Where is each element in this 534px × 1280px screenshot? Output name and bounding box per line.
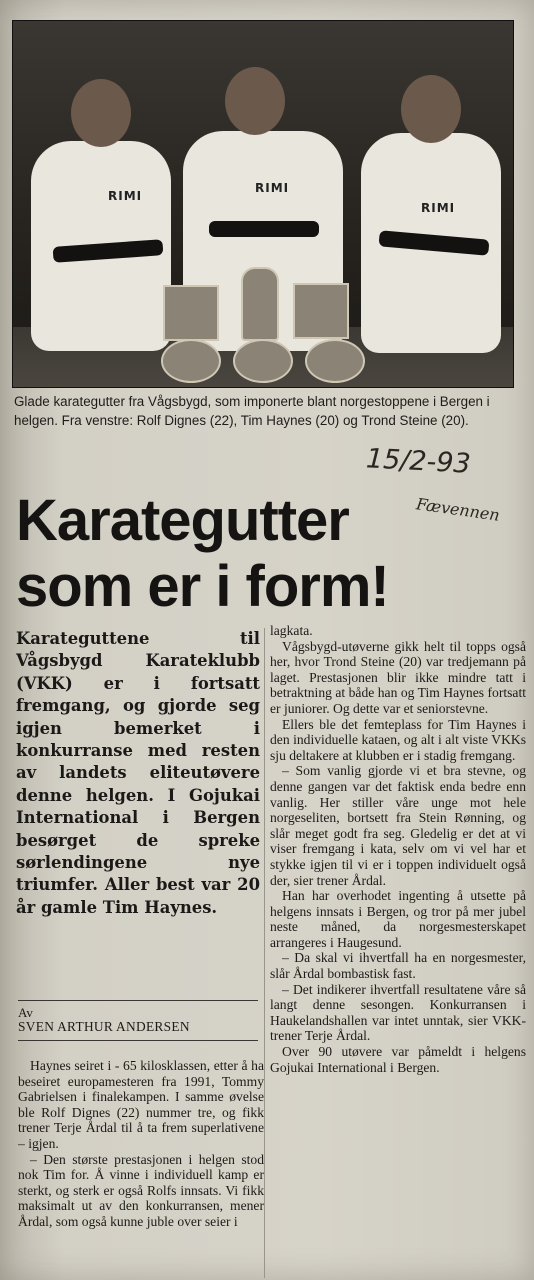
karate-team-photo bbox=[12, 20, 514, 388]
headline-line-1: Karategutter bbox=[16, 488, 349, 553]
article-body-left bbox=[18, 1058, 264, 1230]
gi-badge-right: RIMI bbox=[421, 201, 456, 215]
body-paragraph: Vågsbygd-utøverne gikk helt til topps også her, hvor Trond Steine (20) var tredjemann på laget. Prestasjonen blir ikke mindre tatt i betraktning at både han og Tim Haynes fortsatt er juniorer. Og dette var et seniorstevne. bbox=[270, 638, 526, 716]
karateka-right-head bbox=[401, 75, 461, 143]
handwritten-date: 15/2-93 bbox=[365, 443, 472, 480]
article-headline bbox=[16, 488, 456, 620]
byline-rule-bottom bbox=[18, 1040, 258, 1041]
byline-author: SVEN ARTHUR ANDERSEN bbox=[18, 1019, 190, 1034]
body-paragraph: – Den største prestasjonen i helgen stod nok Tim for. Å vinne i individuell kamp er sterkt, og sterk er også Rolfs innsats. Vi fikk maksimalt ut av den konkurransen, mener Årdal, som også kunne juble over seier i bbox=[18, 1151, 264, 1229]
byline-prefix: Av bbox=[18, 1005, 33, 1020]
trophy-medal-left bbox=[161, 339, 221, 383]
gi-badge-middle: RIMI bbox=[255, 181, 290, 195]
body-paragraph: lagkata. bbox=[270, 623, 313, 638]
article-body-right bbox=[270, 623, 526, 1075]
byline-rule-top bbox=[18, 1000, 258, 1001]
karateka-middle-belt bbox=[209, 221, 319, 237]
body-paragraph: Ellers ble det femteplass for Tim Haynes i den individuelle kataen, og alt i alt viste VKKs sju deltakere at klubben er i stadig fremgang. bbox=[270, 716, 526, 763]
handwritten-source: Fævennen bbox=[415, 494, 501, 525]
trophy-medal-right bbox=[305, 339, 365, 383]
photo-caption: Glade karategutter fra Vågsbygd, som imponerte blant norgestoppene i Bergen i helgen. Fra venstre: Rolf Dignes (22), Tim Haynes (20) og Trond Steine (20). bbox=[14, 394, 490, 428]
headline-line-2: som er i form! bbox=[16, 554, 389, 619]
body-paragraph: – Da skal vi ihvertfall ha en norgesmester, slår Årdal bombastisk fast. bbox=[270, 950, 526, 982]
article-lead: Karateguttene til Vågsbygd Karateklubb (VKK) er i fortsatt fremgang, og gjorde seg igjen bemerket i konkurranse med resten av landets eliteutøvere denne helgen. I Gojukai International i Bergen besørget de spreke sørlendingene nye triumfer. Aller best var 20 år gamle Tim Haynes. bbox=[16, 629, 260, 917]
trophy-plaque-right bbox=[293, 283, 349, 339]
body-paragraph: Over 90 utøvere var påmeldt i helgens Gojukai International i Bergen. bbox=[270, 1044, 526, 1075]
body-paragraph: – Det indikerer ihvertfall resultatene våre så langt denne sesongen. Konkurransen i Haukelandshallen var intet unntak, sier VKK-trener Terje Årdal. bbox=[270, 981, 526, 1044]
body-paragraph: – Som vanlig gjorde vi et bra stevne, og denne gangen var det faktisk enda bedre enn vanlig. Her stiller våre unge mot hele norgeseliten, bortsett fra Stein Rønning, og slår meget godt fra seg. Gledelig er det at vi viser fremgang i kata, selv om vi vel har et stykke igjen til vi er i toppen individuelt også der, sier trener Årdal. bbox=[270, 763, 526, 888]
trophy-plaque-left bbox=[163, 285, 219, 341]
body-paragraph: Haynes seiret i - 65 kilosklassen, etter å ha beseiret europamesteren fra 1991, Tommy Gabrielsen i finalekampen. I samme øvelse ble Rolf Dignes (22) nummer tre, og fikk trener Terje Årdal til å ta frem superlativene – igjen. bbox=[18, 1058, 264, 1151]
trophy-medal-middle bbox=[233, 339, 293, 383]
karateka-middle-head bbox=[225, 67, 285, 135]
karateka-left-head bbox=[71, 79, 131, 147]
body-paragraph: Han har overhodet ingenting å utsette på helgens innsats i Bergen, og tror på mer jubel neste måned, da norgesmesterskapet arrangeres i Haugesund. bbox=[270, 888, 526, 950]
trophy-cup bbox=[241, 267, 279, 341]
column-divider bbox=[264, 628, 265, 1278]
gi-badge-left: RIMI bbox=[108, 189, 143, 203]
